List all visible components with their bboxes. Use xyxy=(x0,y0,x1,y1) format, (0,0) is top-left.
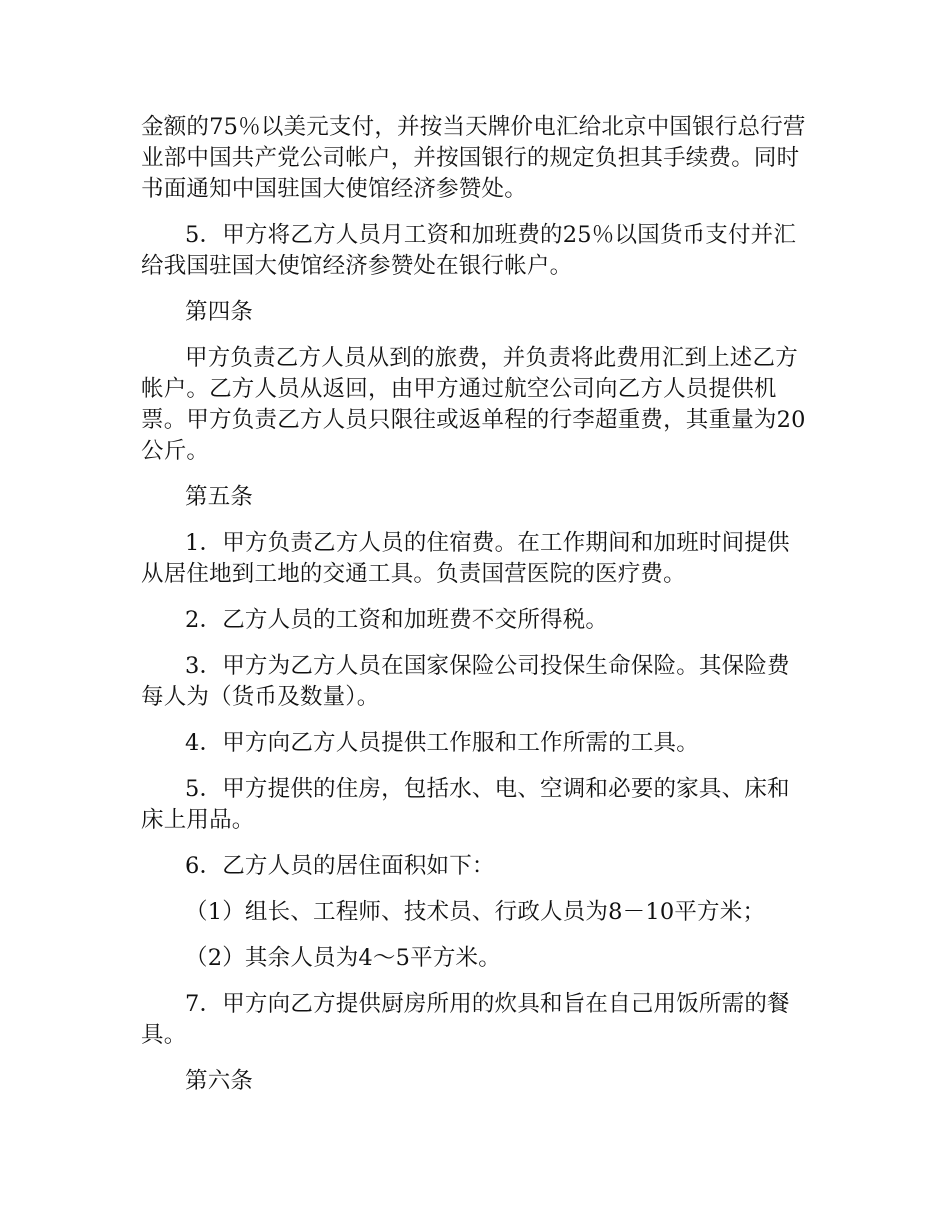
paragraph-item-5-housing: 5．甲方提供的住房，包括水、电、空调和必要的家具、床和床上用品。 xyxy=(141,776,790,833)
article-heading-6: 第六条 xyxy=(185,1068,254,1094)
paragraph-item-3-insurance: 3．甲方为乙方人员在国家保险公司投保生命保险。其保险费每人为（货币及数量）。 xyxy=(141,653,790,710)
paragraph-item-7-kitchenware: 7．甲方向乙方提供厨房所用的炊具和旨在自己用饭所需的餐具。 xyxy=(141,991,790,1048)
article-heading-4: 第四条 xyxy=(185,299,254,325)
paragraph-item-1-accommodation: 1．甲方负责乙方人员的住宿费。在工作期间和加班时间提供从居住地到工地的交通工具。负责国营医院的医疗费。 xyxy=(141,530,790,587)
document-body xyxy=(141,112,811,1112)
paragraph-item-2-tax: 2．乙方人员的工资和加班费不交所得税。 xyxy=(185,607,609,633)
paragraph-travel-expenses: 甲方负责乙方人员从到的旅费，并负责将此费用汇到上述乙方帐户。乙方人员从返回，由甲方通过航空公司向乙方人员提供机票。甲方负责乙方人员只限往或返单程的行李超重费，其重量为20公斤。 xyxy=(141,345,806,464)
article-heading-5: 第五条 xyxy=(185,484,254,510)
paragraph-subitem-1: （1）组长、工程师、技术员、行政人员为8－10平方米； xyxy=(185,899,766,925)
paragraph-item-4-tools: 4．甲方向乙方人员提供工作服和工作所需的工具。 xyxy=(185,730,699,756)
paragraph-payment-continuation: 金额的75％以美元支付，并按当天牌价电汇给北京中国银行总行营业部中国共产党公司帐户，并按国银行的规定负担其手续费。同时书面通知中国驻国大使馆经济参赞处。 xyxy=(141,114,806,202)
paragraph-item-6-living-area: 6．乙方人员的居住面积如下： xyxy=(185,853,495,879)
paragraph-item-5-currency: 5．甲方将乙方人员月工资和加班费的25％以国货币支付并汇给我国驻国大使馆经济参赞处在银行帐户。 xyxy=(141,222,797,279)
paragraph-subitem-2: （2）其余人员为4～5平方米。 xyxy=(185,945,501,971)
